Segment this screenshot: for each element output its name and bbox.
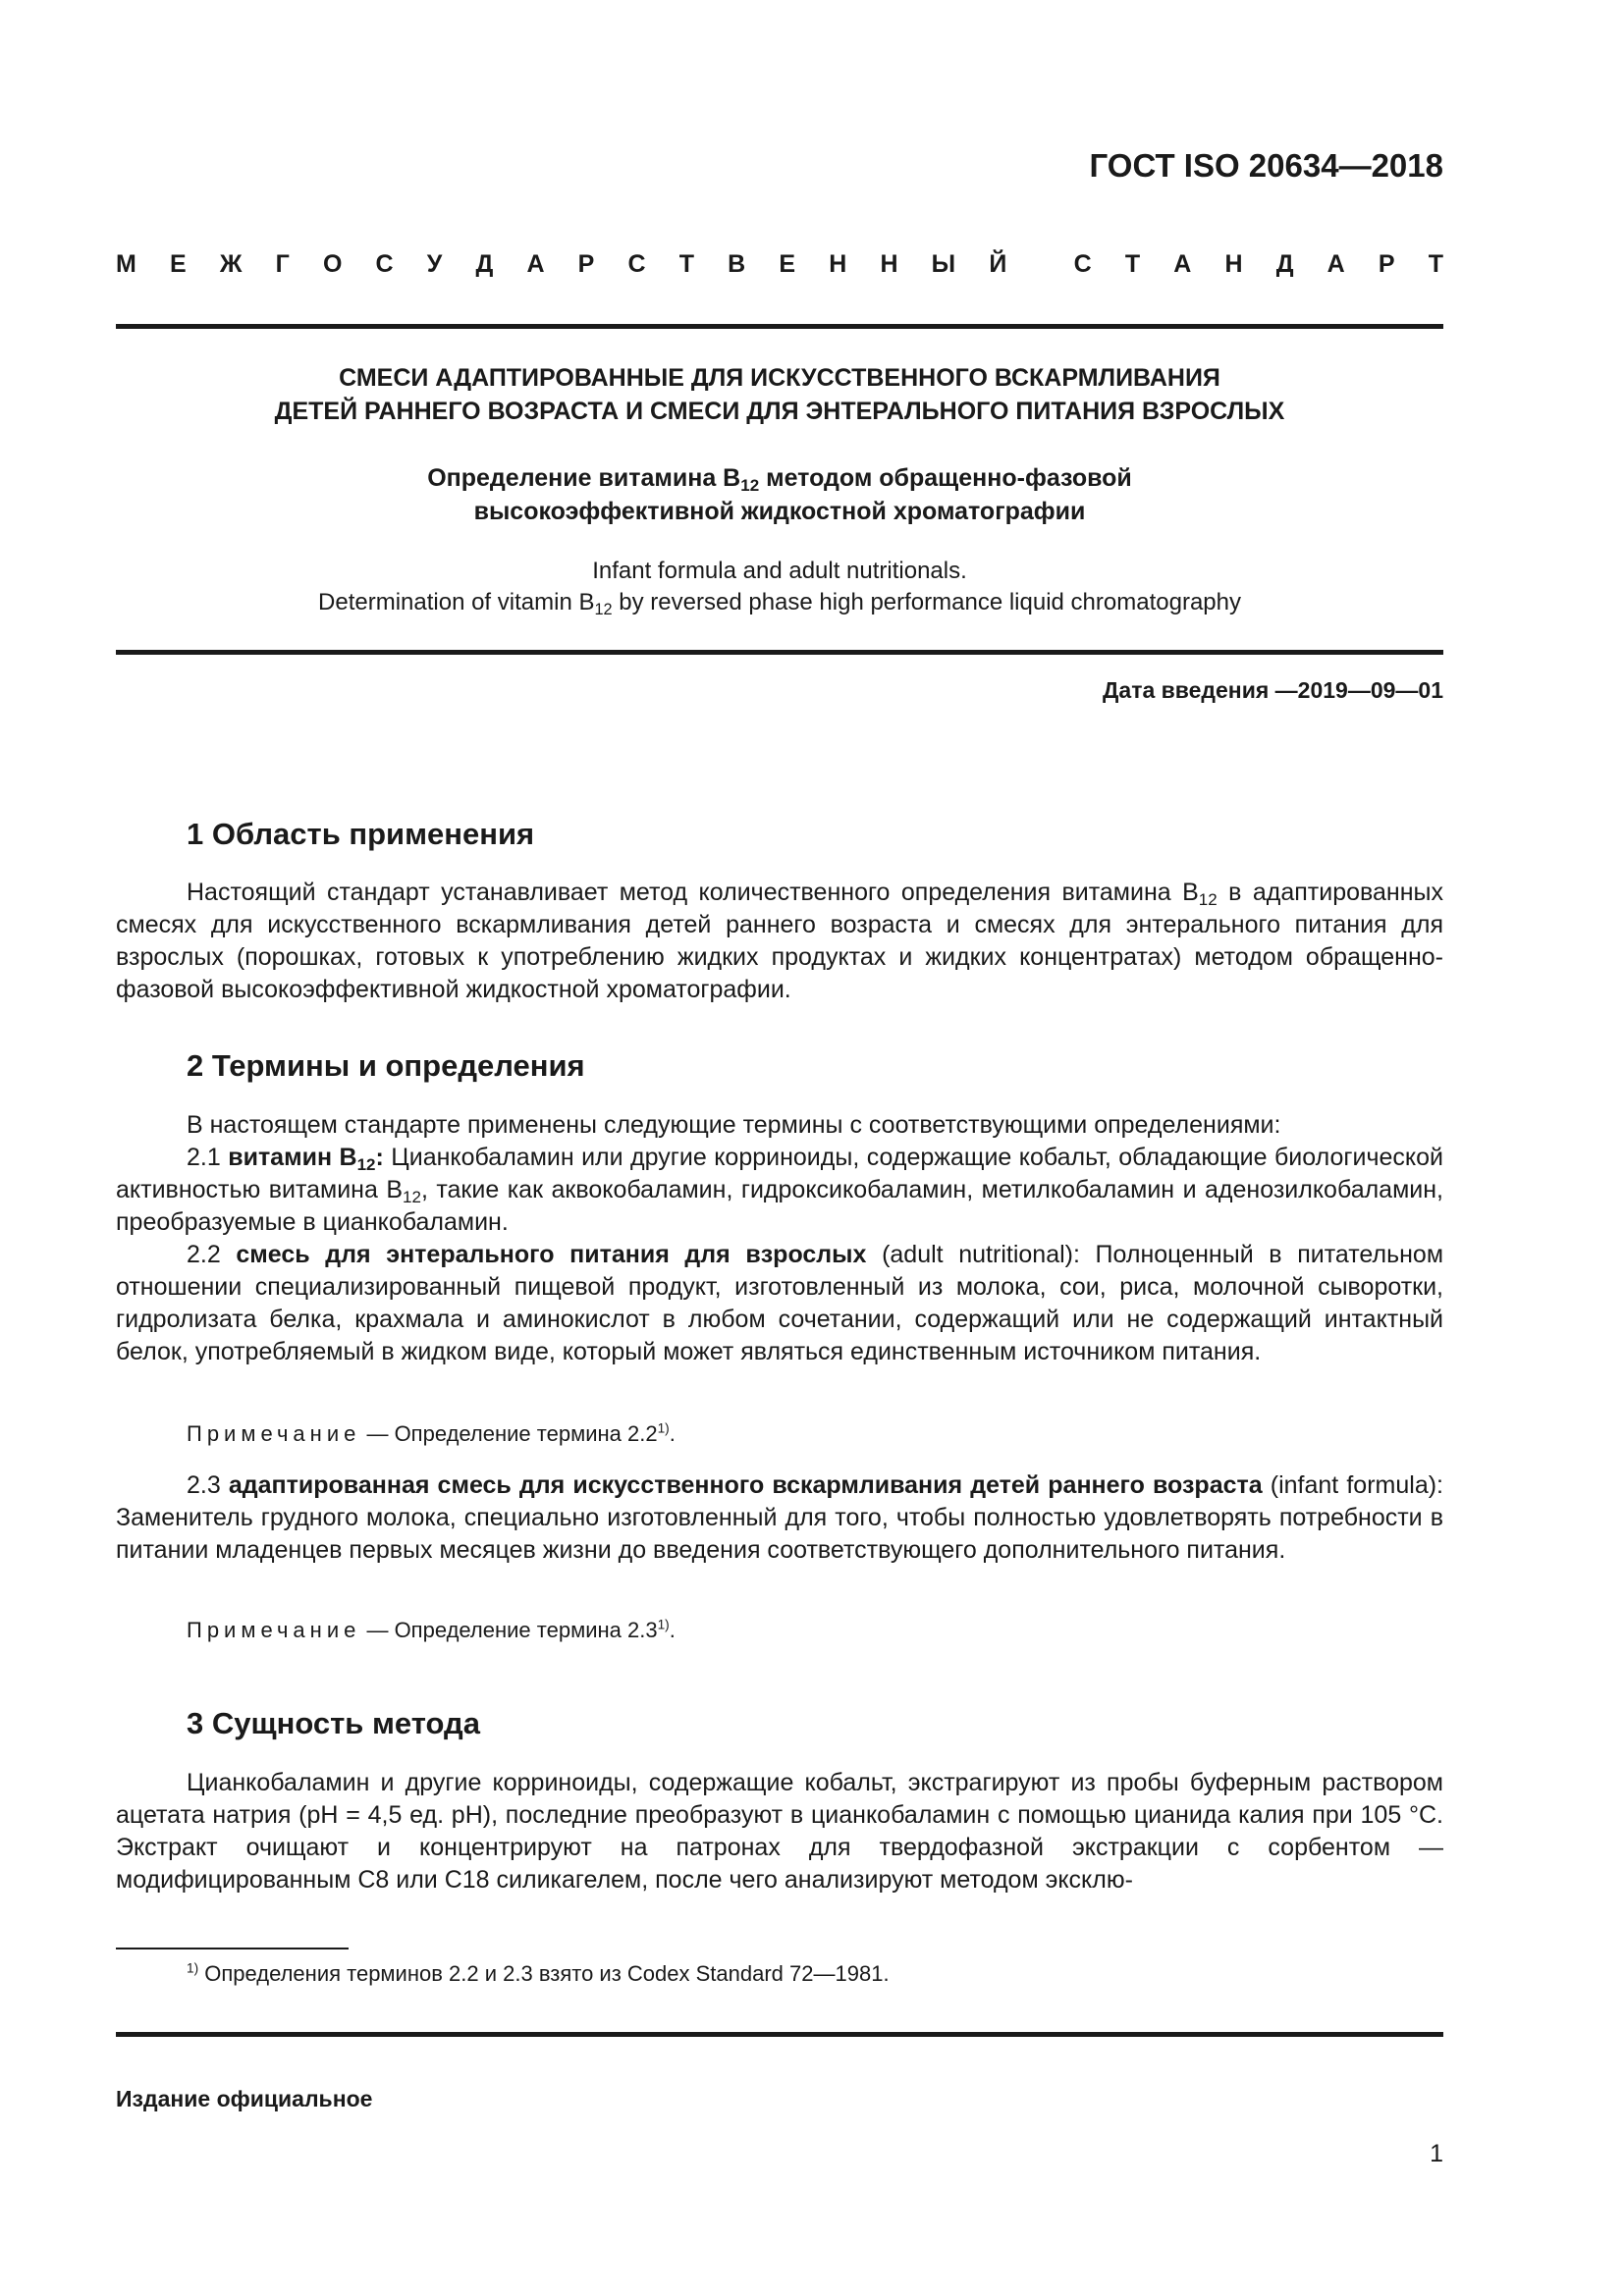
section-1-paragraph: Настоящий стандарт устанавливает метод количественного определения витамина $B_{12}$ в адаптированных смесях для искусственного вскармливания детей раннего возраста и смесях для энтерального питания для взрослых (порошках, готовых к употреблению жидких продуктах и жидких концентратах) методом обращенно-фазовой высокоэффективной жидкостной хроматографии. bbox=[116, 879, 1443, 1003]
interstate-standard-label bbox=[116, 250, 1443, 279]
interstate-letter: Т bbox=[1124, 250, 1141, 278]
interstate-letter: В bbox=[728, 250, 746, 278]
section-1-body bbox=[116, 877, 1443, 1006]
term-2-1: 2.1 витамин $B_{12}$: Цианкобаламин или другие корриноиды, содержащие кобальт, обладающие биологической активностью витамина $B_{12}$, такие как аквокобаламин, гидроксикобаламин, метилкобаламин и аденозилкобаламин, преобразуемые в цианкобаламин. bbox=[116, 1144, 1443, 1236]
interstate-letter: Ы bbox=[931, 250, 956, 278]
footnote-rule bbox=[116, 1948, 349, 1949]
subtitle-ru-line-2: высокоэффективной жидкостной хроматографии bbox=[473, 498, 1086, 525]
title-ru-line-2: ДЕТЕЙ РАННЕГО ВОЗРАСТА И СМЕСИ ДЛЯ ЭНТЕРАЛЬНОГО ПИТАНИЯ ВЗРОСЛЫХ bbox=[274, 398, 1285, 425]
interstate-letter: Т bbox=[1428, 250, 1443, 278]
official-edition-label: Издание официальное bbox=[116, 2086, 373, 2111]
introduction-date: Дата введения —2019—09—01 bbox=[1103, 677, 1443, 703]
title-ru-line-1: СМЕСИ АДАПТИРОВАННЫЕ ДЛЯ ИСКУССТВЕННОГО ВСКАРМЛИВАНИЯ bbox=[339, 364, 1220, 392]
section-3-paragraph: Цианкобаламин и другие корриноиды, содержащие кобальт, экстрагируют из пробы буферным раствором ацетата натрия (pH = 4,5 ед. pH), последние преобразуют в цианкобаламин с помощью цианида калия при 105 °С. Экстракт очищают и концентрируют на патронах для твердофазной экстракции с сорбентом — модифицированным С8 или С18 силикагелем, после чего анализируют методом эксклю- bbox=[116, 1769, 1443, 1894]
note-2-3: Примечание — Определение термина 2.3$^{1)}$. bbox=[187, 1617, 676, 1642]
title-en bbox=[116, 556, 1443, 618]
interstate-letter: Р bbox=[577, 250, 595, 278]
interstate-letter: Е bbox=[779, 250, 796, 278]
interstate-letter: С bbox=[1073, 250, 1092, 278]
interstate-letter: Н bbox=[1224, 250, 1243, 278]
title-rule bbox=[116, 650, 1443, 655]
interstate-letter: А bbox=[1173, 250, 1192, 278]
interstate-letter: Д bbox=[1275, 250, 1294, 278]
term-2-3-block bbox=[116, 1469, 1443, 1567]
subtitle-ru bbox=[116, 461, 1443, 528]
interstate-letter: О bbox=[322, 250, 343, 278]
footer-rule bbox=[116, 2032, 1443, 2037]
section-3-body bbox=[116, 1767, 1443, 1896]
subtitle-ru-line-1: Определение витамина $B_{12}$ методом обращенно-фазовой bbox=[427, 464, 1132, 495]
interstate-letter: Е bbox=[169, 250, 187, 278]
interstate-letter: Т bbox=[678, 250, 695, 278]
title-en-line-2: Determination of vitamin $B_{12}$ by reversed phase high performance liquid chromatography bbox=[318, 589, 1241, 618]
page-number: 1 bbox=[1430, 2140, 1443, 2167]
term-2-2: 2.2 смесь для энтерального питания для взрослых (adult nutritional): Полноценный в питательном отношении специализированный пищевой продукт, изготовленный из молока, сои, риса, молочной сыворотки, гидролизата белка, крахмала и аминокислот в любом сочетании, содержащий или не содержащий интактный белок, употребляемый в жидком виде, который может являться единственным источником питания. bbox=[116, 1241, 1444, 1365]
interstate-letter: С bbox=[375, 250, 394, 278]
interstate-letter: А bbox=[526, 250, 545, 278]
footnote: $^{1)}$ Определения терминов 2.2 и 2.3 взято из Codex Standard 72—1981. bbox=[187, 1960, 890, 1986]
section-3-heading: 3 Сущность метода bbox=[187, 1706, 480, 1740]
interstate-letter: Н bbox=[829, 250, 847, 278]
interstate-letter: У bbox=[426, 250, 443, 278]
interstate-letter: С bbox=[627, 250, 646, 278]
interstate-letter: Р bbox=[1378, 250, 1395, 278]
section-2-heading: 2 Термины и определения bbox=[187, 1048, 585, 1083]
interstate-letter: Г bbox=[275, 250, 290, 278]
header-rule bbox=[116, 324, 1443, 329]
section-2-body bbox=[116, 1109, 1443, 1368]
interstate-letter: А bbox=[1326, 250, 1345, 278]
interstate-letter: Ж bbox=[219, 250, 243, 278]
title-en-line-1: Infant formula and adult nutritionals. bbox=[592, 558, 967, 584]
term-2-3: 2.3 адаптированная смесь для искусственного вскармливания детей раннего возраста (infant formula): Заменитель грудного молока, специально изготовленный для того, чтобы полностью удовлетворять потребности в питании младенцев первых месяцев жизни до введения соответствующего дополнительного питания. bbox=[116, 1471, 1443, 1564]
interstate-letter: Н bbox=[880, 250, 898, 278]
title-ru bbox=[116, 361, 1443, 428]
interstate-letter: Й bbox=[989, 250, 1007, 278]
section-2-intro: В настоящем стандарте применены следующие термины с соответствующими определениями: bbox=[187, 1111, 1281, 1139]
note-2-2: Примечание — Определение термина 2.2$^{1)}$. bbox=[187, 1420, 676, 1446]
interstate-letter: М bbox=[116, 250, 136, 278]
document-code: ГОСТ ISO 20634—2018 bbox=[1089, 147, 1443, 184]
section-1-heading: 1 Область применения bbox=[187, 817, 535, 851]
interstate-letter: Д bbox=[475, 250, 494, 278]
